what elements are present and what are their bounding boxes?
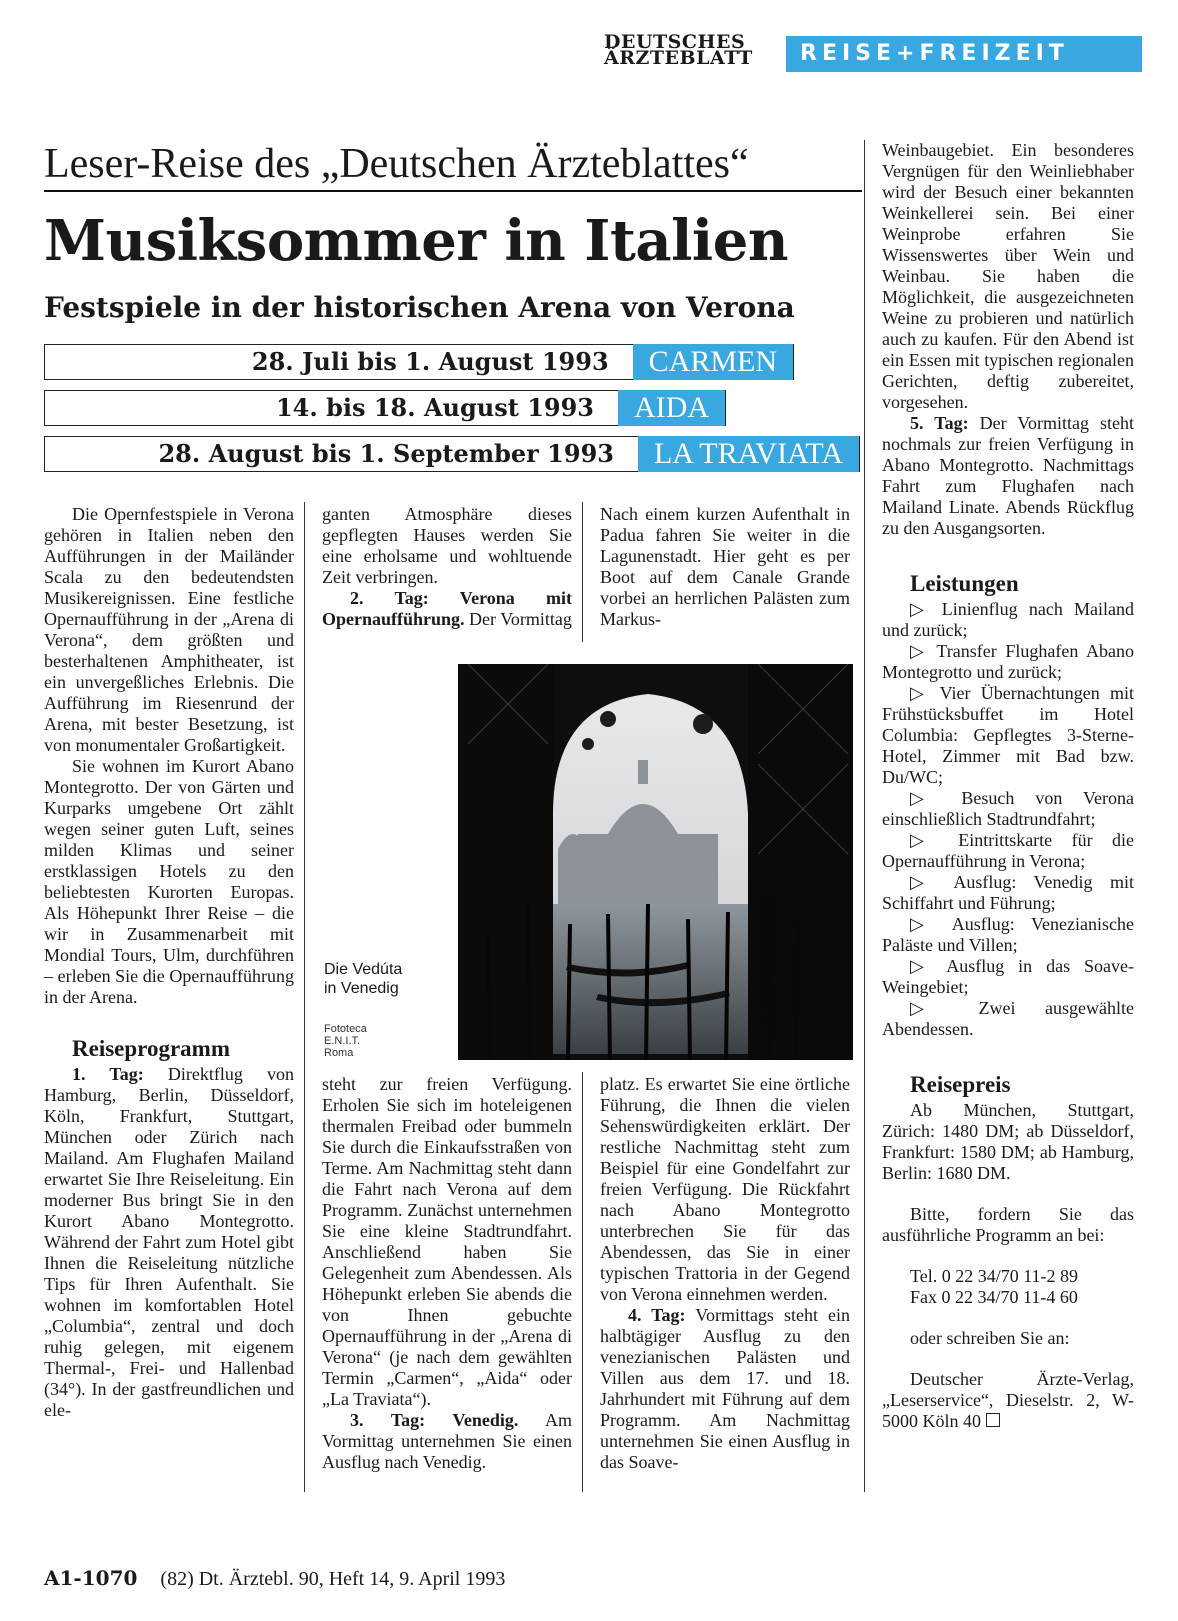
col4-paragraph: Weinbaugebiet. Ein besonderes Vergnügen für den Weinliebhaber wird der Besuch einer bekannten Weinkellerei sein. Bei einer Weinprobe erfahren Sie Wissenswertes über Wein und Weinbau. Sie haben die Möglichkeit, die ausgezeichneten Weine zu probieren und natürlich auch zu kaufen. Für den Abend ist ein Essen mit typischen regionalen Gerichten, deftig zubereitet, vorgesehen.: [882, 140, 1134, 412]
brand-line-2: ÄRZTEBLATT: [604, 47, 753, 69]
col3-top-paragraph: Nach einem kurzen Aufenthalt in Padua fahren Sie weiter in die Lagunenstadt. Hier geht es per Boot auf dem Canale Grande vorbei an herrlichen Palästen zum Markus-: [600, 504, 850, 629]
brand-logo: [604, 31, 753, 69]
service-item: ▷ Transfer Flughafen Abano Montegrotto und zurück;: [882, 641, 1134, 682]
service-item: ▷ Linienflug nach Mailand und zurück;: [882, 599, 1134, 640]
column-divider: [864, 140, 865, 1492]
service-item: ▷ Vier Übernachtungen mit Frühstücksbuffet im Hotel Columbia: Gepflegtes 3-Sterne-Hotel, Zimmer mit Bad bzw. Du/WC;: [882, 683, 1134, 787]
program-heading: Reiseprogramm: [72, 1036, 230, 1061]
day-1-label: 1. Tag:: [72, 1064, 144, 1084]
service-item: ▷ Ausflug: Venedig mit Schiffahrt und Führung;: [882, 872, 1134, 913]
price-text: Ab München, Stuttgart, Zürich: 1480 DM; ab Düsseldorf, Frankfurt: 1580 DM; ab Hamburg, Berlin: 1680 DM.: [882, 1100, 1134, 1183]
column-2-top: [322, 504, 572, 630]
column-divider: [582, 502, 583, 642]
venice-photo: [458, 664, 853, 1060]
col3-bottom-paragraph: platz. Es erwartet Sie eine örtliche Führung, die Ihnen die vielen Sehenswürdigkeiten erklärt. Der restliche Nachmittag steht zum Beispiel für eine Gondelfahrt zur freien Verfügung. Die Rückfahrt nach Abano Montegrotto unterbrechen Sie für das Abendessen, das Sie in einer typischen Trattoria in der Gegend von Verona einnehmen werden.: [600, 1074, 850, 1304]
hotel-paragraph: Sie wohnen im Kurort Abano Montegrotto. Der von Gärten und Kurparks umgebene Ort zählt wegen seiner guten Luft, seines milden Klimas und seiner erstklassigen Hotels zu den beliebtesten Kurorten Europas. Als Höhepunkt Ihrer Reise – die wir in Zusammenarbeit mit Mondial Tours, Ulm, durchführen – erleben Sie die Opernaufführung in der Arena.: [44, 756, 294, 1007]
day-1-text: Direktflug von Hamburg, Berlin, Düsseldorf, Köln, Frankfurt, Stuttgart, München oder Zürich nach Mailand. Am Flughafen Mailand erwartet Sie Ihre Reiseleitung. Ein moderner Bus bringt Sie in den Kurort Abano Montegrotto. Während der Fahrt zum Hotel gibt Ihnen die Reiseleitung nützliche Tips für Ihren Aufenthalt. Sie wohnen im komfortablen Hotel „Columbia“, zentral und doch ruhig gelegen, mit eigenem Thermal-, Frei- und Hallenbad (34°). In der gastfreundlichen und ele-: [44, 1064, 294, 1420]
services-heading: Leistungen: [910, 571, 1019, 596]
price-heading: Reisepreis: [910, 1072, 1011, 1097]
request-text: Bitte, fordern Sie das ausführliche Programm an bei:: [882, 1204, 1134, 1245]
service-item: ▷ Ausflug in das Soave-Weingebiet;: [882, 956, 1134, 997]
date-row-carmen: [44, 344, 794, 380]
venice-photo-image: [458, 664, 853, 1060]
day-5-paragraph: [882, 413, 1134, 539]
day-4-label: 4. Tag:: [628, 1305, 686, 1325]
day-4-text: Vormittags steht ein halbtägiger Ausflug zu den venezianischen Palästen und Villen aus dem 17. und 18. Jahrhundert mit Führung auf dem Programm. Am Nachmittag unternehmen Sie einen Ausflug in das Soave-: [600, 1305, 850, 1472]
intro-paragraph: Die Opernfestspiele in Verona gehören in Italien neben den Aufführungen in der Mailänder Scala zu den bedeutendsten Musikereignissen. Eine festliche Opernaufführung in der „Arena di Verona“, dem größten und besterhaltenen Amphitheater, ist ein unvergeßliches Erlebnis. Die Aufführung im Riesenrund der Arena, mit bester Besetzung, ist von monumentaler Großartigkeit.: [44, 504, 294, 755]
day-2-text: Der Vormittag: [464, 609, 572, 629]
column-1: [44, 504, 294, 1421]
day-2-paragraph: [322, 588, 572, 630]
day-4-paragraph: [600, 1305, 850, 1473]
day-3-paragraph: [322, 1410, 572, 1473]
service-item: ▷ Ausflug: Venezianische Paläste und Villen;: [882, 914, 1134, 955]
photo-caption: [324, 960, 402, 998]
end-of-article-box-icon: [986, 1413, 1000, 1427]
section-tag: REISE+FREIZEIT: [786, 36, 1142, 72]
service-item: ▷ Eintrittskarte für die Opernaufführung in Verona;: [882, 830, 1134, 871]
day-3-text: Am Vormittag unternehmen Sie einen Ausflug nach Venedig.: [322, 1410, 572, 1472]
opera-label: CARMEN: [633, 344, 793, 380]
date-text: 28. Juli bis 1. August 1993: [251, 347, 609, 376]
column-3-top: [600, 504, 850, 630]
service-item: ▷ Besuch von Verona einschließlich Stadtrundfahrt;: [882, 788, 1134, 829]
caption-line-2: in Venedig: [324, 980, 399, 997]
article-subtitle: Festspiele in der historischen Arena von Verona: [44, 291, 795, 324]
day-2-label: 2. Tag: Verona mit Opernaufführung.: [322, 588, 572, 629]
column-4: [882, 140, 1134, 1432]
page-code: A1-1070: [44, 1566, 138, 1590]
date-text: 28. August bis 1. September 1993: [158, 439, 614, 468]
article-kicker: Leser-Reise des „Deutschen Ärzteblattes“: [44, 140, 862, 192]
credit-line-2: E.N.I.T.: [324, 1035, 361, 1047]
date-text: 14. bis 18. August 1993: [275, 393, 594, 422]
or-write-text: oder schreiben Sie an:: [910, 1328, 1070, 1348]
photo-credit: [324, 1023, 367, 1059]
column-2-bottom: [322, 1074, 572, 1473]
page-footer: [44, 1566, 505, 1591]
column-divider: [304, 502, 305, 1492]
column-3-bottom: [600, 1074, 850, 1473]
opera-label: LA TRAVIATA: [638, 436, 859, 472]
citation: (82) Dt. Ärztebl. 90, Heft 14, 9. April 1993: [160, 1568, 506, 1590]
day-5-label: 5. Tag:: [910, 413, 969, 433]
date-row-traviata: [44, 436, 860, 472]
caption-line-1: Die Vedúta: [324, 961, 403, 978]
address-paragraph: [882, 1369, 1134, 1432]
opera-label: AIDA: [618, 390, 725, 426]
date-row-aida: [44, 390, 726, 426]
credit-line-1: Fototeca: [324, 1023, 367, 1035]
credit-line-3: Roma: [324, 1047, 354, 1059]
day-1-paragraph: [44, 1064, 294, 1421]
day-5-text: Der Vormittag steht nochmals zur freien Verfügung in Abano Montegrotto. Nachmittags Fahrt zum Flughafen nach Mailand Linate. Abends Rückflug zu den Ausgangsorten.: [882, 413, 1134, 538]
address-text: Deutscher Ärzte-Verlag, „Leserservice“, Dieselstr. 2, W-5000 Köln 40: [882, 1369, 1134, 1431]
contact-tel: Tel. 0 22 34/70 11-2 89: [910, 1266, 1079, 1286]
brand-line-1: DEUTSCHES: [604, 31, 746, 53]
col2-bottom-paragraph: steht zur freien Verfügung. Erholen Sie sich im hoteleigenen thermalen Freibad oder bummeln Sie durch die Einkaufsstraßen von Terme. Am Nachmittag steht dann die Fahrt nach Verona auf dem Programm. Zunächst unternehmen Sie eine kleine Stadtrundfahrt. Anschließend haben Sie Gelegenheit zum Abendessen. Als Höhepunkt erleben Sie abends die von Ihnen gebuchte Opernaufführung in der „Arena di Verona“ (je nach dem gewählten Termin „Carmen“, „Aida“ oder „La Traviata“).: [322, 1074, 572, 1409]
column-divider: [582, 1072, 583, 1492]
service-item: ▷ Zwei ausgewählte Abendessen.: [882, 998, 1134, 1039]
contact-fax: Fax 0 22 34/70 11-4 60: [910, 1287, 1078, 1307]
col2-top-paragraph: ganten Atmosphäre dieses gepflegten Hauses werden Sie eine erholsame und wohltuende Zeit verbringen.: [322, 504, 572, 587]
article-title: Musiksommer in Italien: [44, 208, 789, 274]
day-3-label: 3. Tag: Venedig.: [350, 1410, 519, 1430]
